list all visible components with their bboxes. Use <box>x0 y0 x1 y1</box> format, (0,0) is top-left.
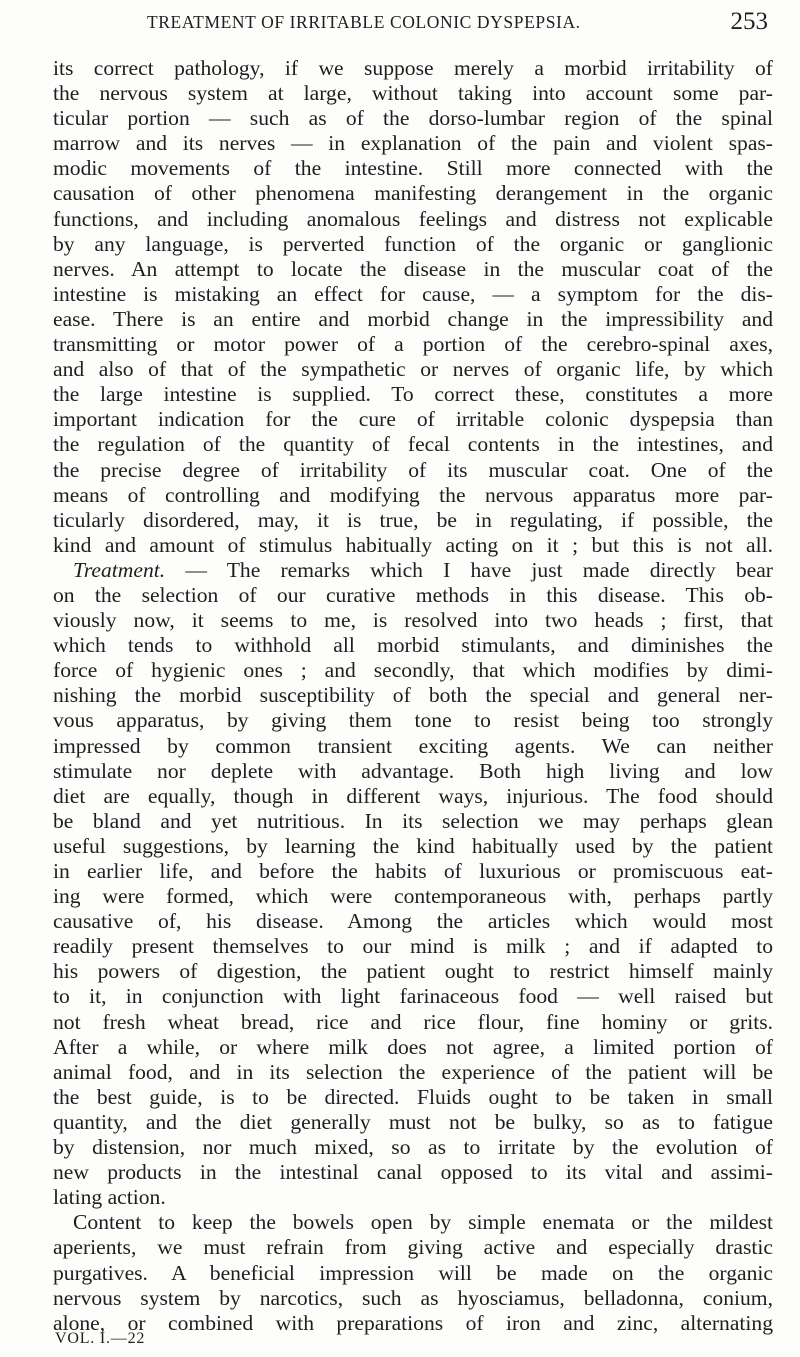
text-line: ease. There is an entire and morbid change in the impressibility and <box>53 306 773 331</box>
text-line: his powers of digestion, the patient ought to restrict himself mainly <box>53 959 773 984</box>
text-line: and also of that of the sympathetic or nerves of organic life, by which <box>53 357 773 382</box>
text-line: intestine is mistaking an effect for cause, — a symptom for the dis- <box>53 281 773 306</box>
running-title: TREATMENT OF IRRITABLE COLONIC DYSPEPSIA. <box>147 12 581 32</box>
text-line: quantity, and the diet generally must not be bulky, so as to fatigue <box>53 1109 773 1134</box>
text-line: ticular portion — such as of the dorso-lumbar region of the spinal <box>53 106 773 131</box>
running-head <box>55 8 770 38</box>
text-line: Content to keep the bowels open by simple enemata or the mildest <box>73 1210 773 1235</box>
text-line: nerves. An attempt to locate the disease in the muscular coat of the <box>53 256 773 281</box>
text-line: new products in the intestinal canal opposed to its vital and assimi- <box>53 1160 773 1185</box>
text-line: nervous system by narcotics, such as hyosciamus, belladonna, conium, <box>53 1285 773 1310</box>
text-line: causation of other phenomena manifesting derangement in the organic <box>53 181 773 206</box>
text-line: be bland and yet nutritious. In its selection we may perhaps glean <box>53 808 773 833</box>
text-line: by distension, nor much mixed, so as to irritate by the evolution of <box>53 1135 773 1160</box>
text-line: by any language, is perverted function of the organic or ganglionic <box>53 231 773 256</box>
text-line: not fresh wheat bread, rice and rice flour, fine hominy or grits. <box>53 1009 773 1034</box>
body-text <box>53 56 773 1336</box>
text-line: the nervous system at large, without taking into account some par- <box>53 81 773 106</box>
text-line: lating action. <box>53 1185 166 1210</box>
page-number: 253 <box>730 8 768 35</box>
text-line: vous apparatus, by giving them tone to resist being too strongly <box>53 708 773 733</box>
text-line: the precise degree of irritability of its muscular coat. One of the <box>53 457 773 482</box>
treatment-heading: Treatment. <box>73 557 166 582</box>
text-line: kind and amount of stimulus habitually acting on it ; but this is not all. <box>53 532 773 557</box>
text-line: alone, or combined with preparations of iron and zinc, alternating <box>53 1310 773 1335</box>
text-line: useful suggestions, by learning the kind habitually used by the patient <box>53 833 773 858</box>
text-line: purgatives. A beneficial impression will be made on the organic <box>53 1260 773 1285</box>
text-line: its correct pathology, if we suppose merely a morbid irritability of <box>53 56 773 80</box>
text-line: means of controlling and modifying the nervous apparatus more par- <box>53 482 773 507</box>
text-line: modic movements of the intestine. Still more connected with the <box>53 156 773 181</box>
text-line: readily present themselves to our mind is milk ; and if adapted to <box>53 934 773 959</box>
text-line: important indication for the cure of irritable colonic dyspepsia than <box>53 407 773 432</box>
text-line: on the selection of our curative methods in this disease. This ob- <box>53 582 773 607</box>
text-line: the best guide, is to be directed. Fluids ought to be taken in small <box>53 1084 773 1109</box>
text-line: After a while, or where milk does not agree, a limited portion of <box>53 1034 773 1059</box>
signature-mark: VOL. I.—22 <box>55 1330 146 1347</box>
text-line: viously now, it seems to me, is resolved into two heads ; first, that <box>53 608 773 633</box>
text-line: functions, and including anomalous feelings and distress not explicable <box>53 206 773 231</box>
text-line: ing were formed, which were contemporaneous with, perhaps partly <box>53 884 773 909</box>
text-line: diet are equally, though in different ways, injurious. The food should <box>53 783 773 808</box>
text-line: impressed by common transient exciting agents. We can neither <box>53 733 773 758</box>
text-line: in earlier life, and before the habits of luxurious or promiscuous eat- <box>53 859 773 883</box>
treatment-line <box>53 558 773 583</box>
text-line: the regulation of the quantity of fecal contents in the intestines, and <box>53 432 773 457</box>
text-line: animal food, and in its selection the experience of the patient will be <box>53 1059 773 1084</box>
text-line: the large intestine is supplied. To correct these, constitutes a more <box>53 382 773 407</box>
text-line: ticularly disordered, may, it is true, be in regulating, if possible, the <box>53 507 773 532</box>
text-line: nishing the morbid susceptibility of both the special and general ner- <box>53 683 773 708</box>
text-line: marrow and its nerves — in explanation of the pain and violent spas- <box>53 131 773 156</box>
text-line: transmitting or motor power of a portion of the cerebro-spinal axes, <box>53 332 773 357</box>
text-line: aperients, we must refrain from giving active and especially drastic <box>53 1235 773 1260</box>
text-line: which tends to withhold all morbid stimulants, and diminishes the <box>53 633 773 658</box>
text-line: stimulate nor deplete with advantage. Both high living and low <box>53 758 773 783</box>
text-line: to it, in conjunction with light farinaceous food — well raised but <box>53 984 773 1009</box>
text-line: causative of, his disease. Among the articles which would most <box>53 909 773 934</box>
text-line: force of hygienic ones ; and secondly, that which modifies by dimi- <box>53 658 773 683</box>
treatment-line-text: — The remarks which I have just made directly bear <box>165 557 773 582</box>
